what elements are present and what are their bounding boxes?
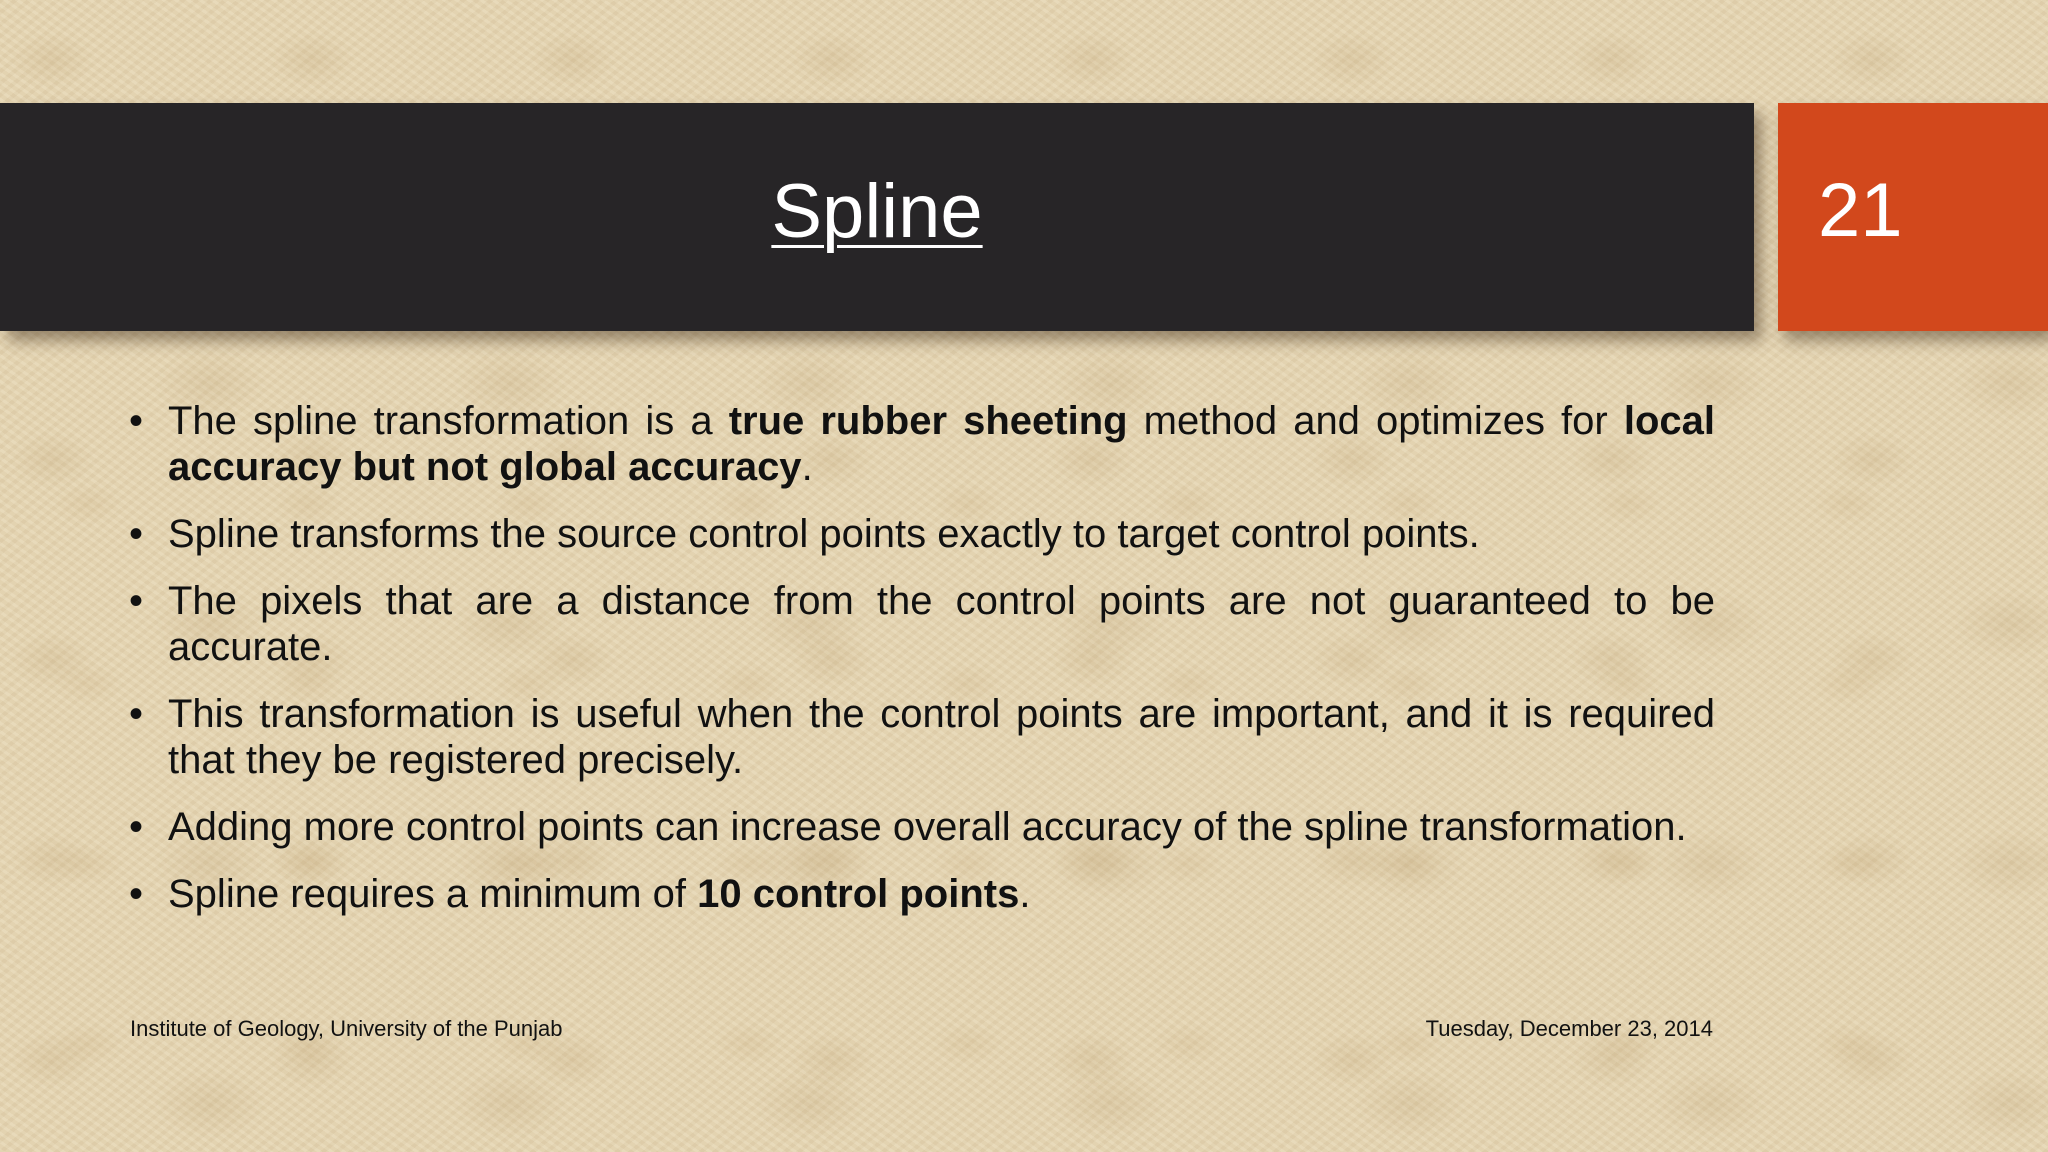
footer-institution: Institute of Geology, University of the Punjab bbox=[130, 1016, 563, 1041]
bullet-text: . bbox=[801, 445, 813, 489]
bullet-bold-text: true rubber sheeting bbox=[728, 399, 1128, 443]
title-bar bbox=[0, 103, 1754, 331]
bullet-text: Spline transforms the source control points exactly to target control points. bbox=[168, 512, 1480, 556]
bullet-icon: • bbox=[129, 512, 144, 556]
bullet-icon: • bbox=[129, 805, 144, 849]
bullet-list bbox=[125, 398, 1715, 938]
bullet-item bbox=[125, 804, 1715, 850]
bullet-item bbox=[125, 398, 1715, 490]
bullet-item bbox=[125, 578, 1715, 670]
bullet-item bbox=[125, 871, 1715, 917]
bullet-text: The pixels that are a distance from the control points are not guaranteed to be accurate. bbox=[168, 579, 1715, 669]
bullet-icon: • bbox=[129, 872, 144, 916]
slide-number: 21 bbox=[1818, 168, 1903, 253]
bullet-bold-text: 10 control points bbox=[697, 872, 1020, 916]
bullet-item bbox=[125, 511, 1715, 557]
bullet-icon: • bbox=[129, 692, 144, 736]
bullet-text: The spline transformation is a bbox=[168, 399, 729, 443]
bullet-text: Adding more control points can increase overall accuracy of the spline transformation. bbox=[168, 805, 1687, 849]
bullet-text: This transformation is useful when the control points are important, and it is required that they be registered precisely. bbox=[168, 692, 1715, 782]
bullet-item bbox=[125, 691, 1715, 783]
bullet-icon: • bbox=[129, 579, 144, 623]
bullet-text: method and optimizes for bbox=[1127, 399, 1624, 443]
bullet-text: Spline requires a minimum of bbox=[168, 872, 698, 916]
footer-date: Tuesday, December 23, 2014 bbox=[1425, 1016, 1713, 1041]
bullet-icon: • bbox=[129, 399, 144, 443]
bullet-text: . bbox=[1019, 872, 1031, 916]
slide-number-box bbox=[1778, 103, 2048, 331]
slide-title: Spline bbox=[771, 168, 983, 254]
bullet-bold-text: local accuracy but not global accuracy bbox=[168, 399, 1715, 489]
